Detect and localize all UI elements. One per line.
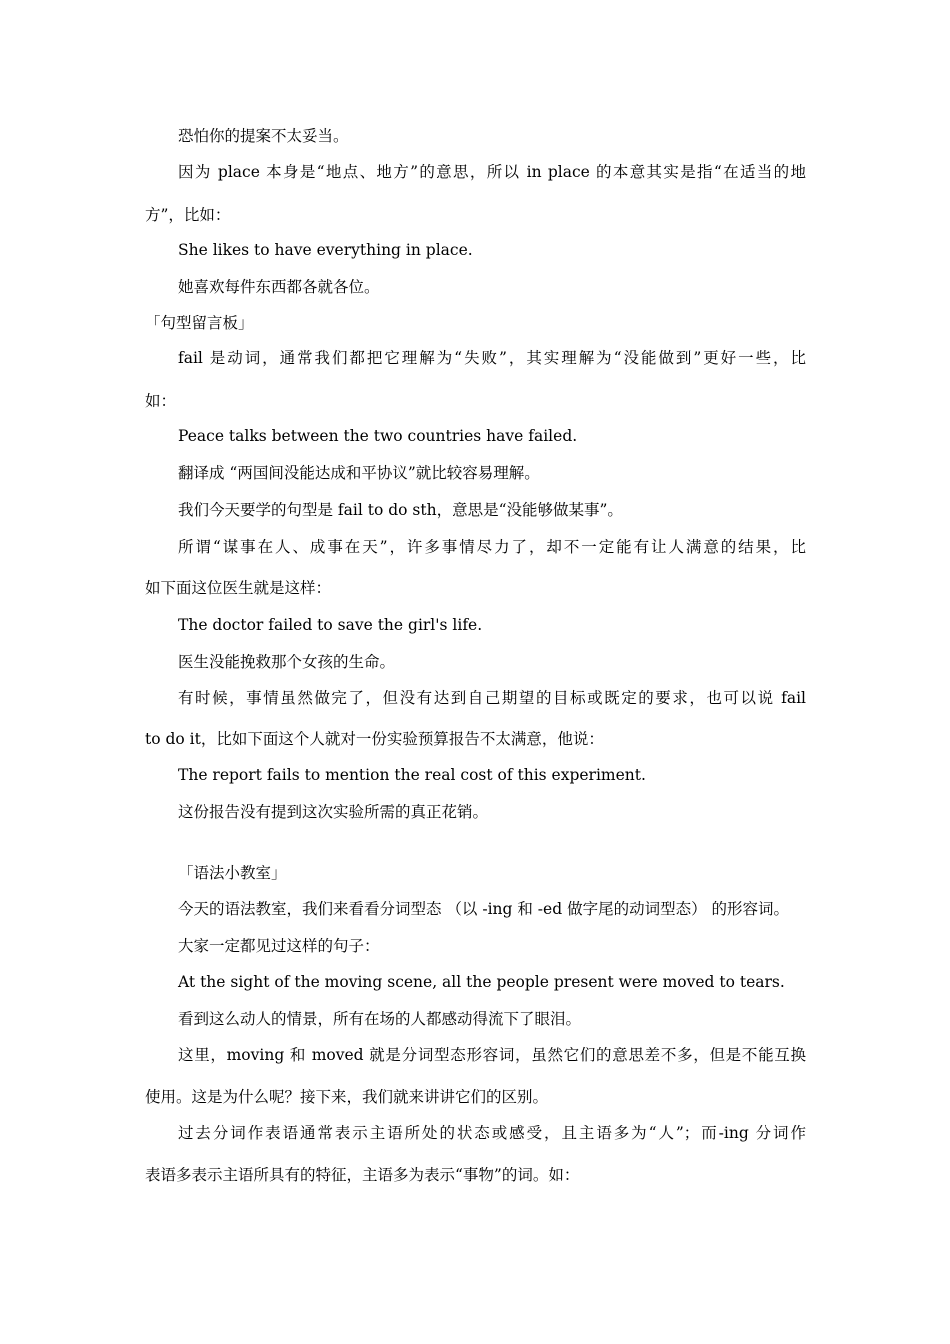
paragraph-line: 如下面这位医生就是这样： xyxy=(145,579,332,597)
paragraph-line: 有时候，事情虽然做完了，但没有达到自己期望的目标或既定的要求，也可以说 fail xyxy=(178,689,806,707)
paragraph-line: 如： xyxy=(145,392,177,410)
paragraph-line: 大家一定都见过这样的句子： xyxy=(178,937,380,955)
paragraph-line: 表语多表示主语所具有的特征，主语多为表示“事物”的词。如： xyxy=(145,1166,580,1184)
example-sentence: At the sight of the moving scene, all the people present were moved to tears. xyxy=(178,973,785,991)
section-heading: 「语法小教室」 xyxy=(178,864,287,882)
example-sentence: Peace talks between the two countries have failed. xyxy=(178,427,578,445)
paragraph-line: 这份报告没有提到这次实验所需的真正花销。 xyxy=(178,803,489,821)
paragraph-line: 所谓“谋事在人、成事在天”，许多事情尽力了，却不一定能有让人满意的结果，比 xyxy=(178,538,806,556)
paragraph-line: 我们今天要学的句型是 fail to do sth，意思是“没能够做某事”。 xyxy=(178,501,623,519)
paragraph-line: 过去分词作表语通常表示主语所处的状态或感受，且主语多为“人”；而-ing 分词作 xyxy=(178,1124,806,1142)
section-heading: 「句型留言板」 xyxy=(145,314,254,332)
paragraph-line: 使用。这是为什么呢？接下来，我们就来讲讲它们的区别。 xyxy=(145,1088,549,1106)
paragraph-line: 她喜欢每件东西都各就各位。 xyxy=(178,278,380,296)
paragraph-line: 方”，比如： xyxy=(145,206,231,224)
paragraph-line: 这里，moving 和 moved 就是分词型态形容词，虽然它们的意思差不多，但是不能互换 xyxy=(178,1046,806,1064)
paragraph-line: 因为 place 本身是“地点、地方”的意思，所以 in place 的本意其实是指“在适当的地 xyxy=(178,163,806,181)
example-sentence: The report fails to mention the real cost of this experiment. xyxy=(178,766,646,784)
paragraph-line: fail 是动词，通常我们都把它理解为“失败”，其实理解为“没能做到”更好一些，比 xyxy=(178,349,806,367)
example-sentence: The doctor failed to save the girl's life. xyxy=(178,616,483,634)
paragraph-line: 医生没能挽救那个女孩的生命。 xyxy=(178,653,396,671)
paragraph-line: 今天的语法教室，我们来看看分词型态 （以 -ing 和 -ed 做字尾的动词型态） 的形容词。 xyxy=(178,900,789,918)
paragraph-line: 恐怕你的提案不太妥当。 xyxy=(178,127,349,145)
example-sentence: She likes to have everything in place. xyxy=(178,241,473,259)
paragraph-line: to do it，比如下面这个人就对一份实验预算报告不太满意，他说： xyxy=(145,730,604,748)
paragraph-line: 看到这么动人的情景，所有在场的人都感动得流下了眼泪。 xyxy=(178,1010,582,1028)
paragraph-line: 翻译成 “两国间没能达成和平协议”就比较容易理解。 xyxy=(178,464,540,482)
